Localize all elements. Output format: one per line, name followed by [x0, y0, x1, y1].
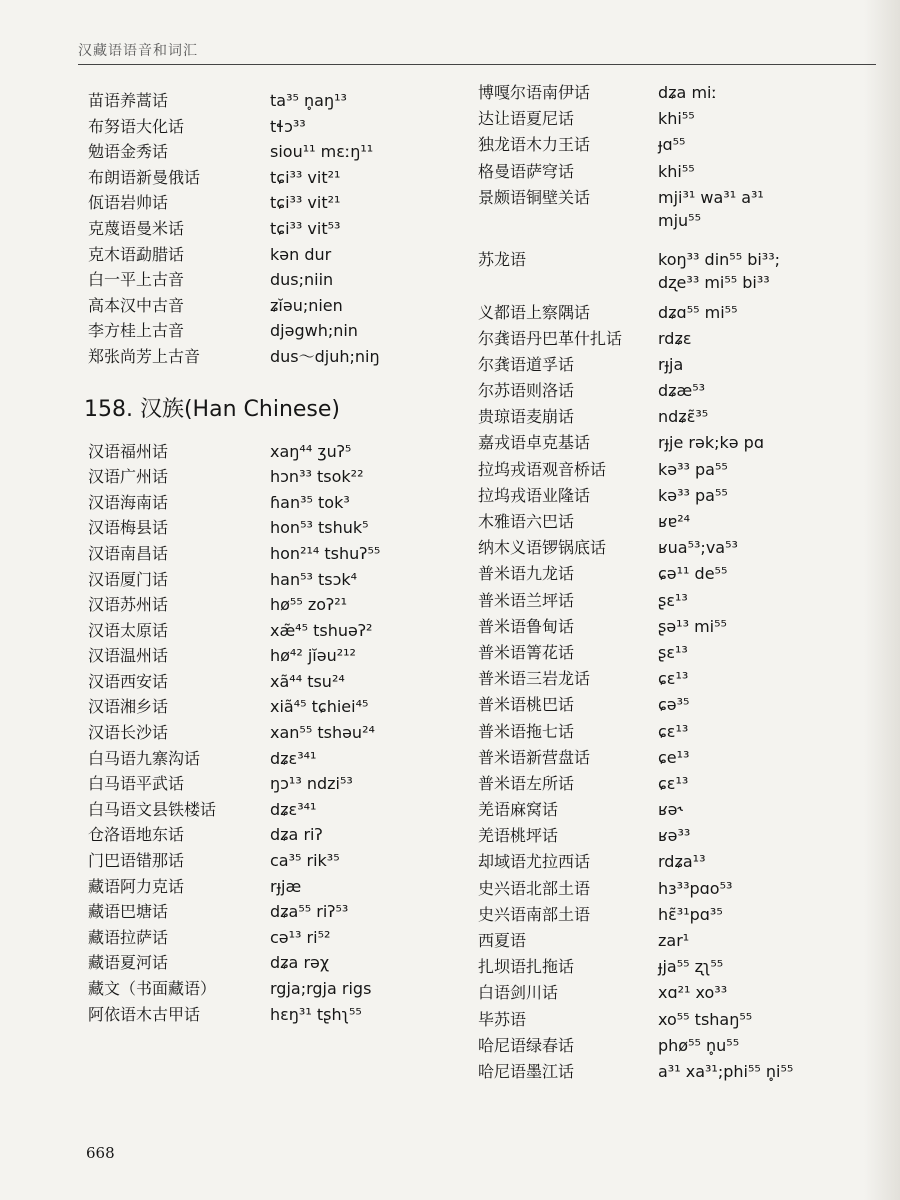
entry-ipa: rɟje rǝk;kǝ pɑ: [658, 433, 764, 453]
entry-row: [478, 106, 878, 132]
entry-name: 汉语海南话: [88, 492, 169, 512]
entry-name: 白语剑川话: [478, 983, 559, 1003]
entry-row: [88, 899, 468, 925]
entry-name: 藏语阿力克话: [88, 876, 185, 896]
entry-name: 勉语金秀话: [88, 142, 169, 162]
entry-row: [88, 293, 468, 319]
entry-name: 普米语拖七话: [478, 721, 575, 741]
entry-row: [478, 300, 878, 326]
entry-ipa: phø⁵⁵ n̥u⁵⁵: [658, 1035, 740, 1055]
entry-ipa: ɕǝ³⁵: [658, 695, 690, 715]
entry-name: 史兴语北部土语: [478, 878, 591, 898]
entry-ipa: ndʑɛ̃³⁵: [658, 407, 709, 427]
entry-ipa: rdʑɛ: [658, 328, 692, 348]
left-bottom-list: [88, 439, 468, 1028]
entry-row: [478, 378, 878, 404]
entry-name: 达让语夏尼话: [478, 109, 575, 129]
entry-ipa: rdʑa¹³: [658, 852, 706, 872]
entry-ipa: xɑ²¹ xo³³: [658, 983, 728, 1003]
entry-name: 格曼语萨穹话: [478, 161, 575, 181]
entry-row: [88, 139, 468, 165]
entry-name: 汉语厦门话: [88, 569, 169, 589]
entry-row: [88, 439, 468, 465]
entry-row: [478, 483, 878, 509]
entry-ipa: a³¹ xa³¹;phi⁵⁵ n̥i⁵⁵: [658, 1061, 794, 1081]
entry-ipa: ʁua⁵³;va⁵³: [658, 538, 738, 558]
entry-name: 贵琼语麦崩话: [478, 407, 575, 427]
entry-name: 普米语左所话: [478, 773, 575, 793]
entry-row: [88, 242, 468, 268]
entry-row: [88, 822, 468, 848]
entry-ipa: xan⁵⁵ tshǝu²⁴: [270, 723, 375, 743]
entry-row: [478, 509, 878, 535]
running-header: 汉藏语语音和词汇: [78, 43, 198, 59]
entry-ipa: khi⁵⁵: [658, 109, 695, 129]
entry-ipa: dus～djuh;niŋ: [270, 346, 380, 366]
entry-row: [88, 950, 468, 976]
entry-name: 门巴语错那话: [88, 851, 185, 871]
entry-row: [88, 720, 468, 746]
entry-name: 藏语巴塘话: [88, 902, 169, 922]
entry-ipa: kən dur: [270, 244, 332, 264]
entry-ipa: cǝ¹³ ri⁵²: [270, 927, 331, 947]
entry-name: 白马语平武话: [88, 774, 185, 794]
entry-ipa: ɟja⁵⁵ ʐʅ⁵⁵: [658, 957, 724, 977]
entry-row: [88, 165, 468, 191]
entry-ipa: hø⁴² jĭǝu²¹²: [270, 646, 356, 666]
entry-name: 布努语大化话: [88, 116, 185, 136]
entry-name: 仓洛语地东话: [88, 825, 185, 845]
entry-ipa: tɕi³³ vit²¹: [270, 167, 341, 187]
entry-ipa: ɕɛ¹³: [658, 669, 689, 689]
entry-ipa: ŋɔ¹³ ndzi⁵³: [270, 774, 353, 794]
entry-name: 白马语文县铁楼话: [88, 799, 217, 819]
entry-name: 汉语苏州话: [88, 595, 169, 615]
entry-ipa: hɜ³³pɑo⁵³: [658, 878, 733, 898]
entry-row: [478, 797, 878, 823]
entry-name: 普米语箐花话: [478, 642, 575, 662]
entry-name: 白马语九寨沟话: [88, 748, 201, 768]
entry-ipa: ʂɛ¹³: [658, 590, 688, 610]
entry-ipa: hɔn³³ tsok²²: [270, 467, 364, 487]
entry-row: [88, 114, 468, 140]
entry-row: [478, 849, 878, 875]
entry-ipa: dʑa miː: [658, 83, 717, 102]
entry-name: 扎坝语扎拖话: [478, 957, 575, 977]
entry-name: 苏龙语: [478, 250, 527, 270]
entry-row: [88, 694, 468, 720]
entry-ipa: dʑa riʔ: [270, 825, 323, 845]
header-rule: [78, 64, 876, 65]
entry-name: 独龙语木力王话: [478, 135, 591, 155]
entry-name: 普米语桃巴话: [478, 695, 575, 715]
entry-ipa: tɕi³³ vit²¹: [270, 193, 341, 213]
entry-ipa: ca³⁵ rik³⁵: [270, 851, 340, 871]
entry-name: 毕苏语: [478, 1009, 527, 1029]
entry-name: 博嘎尔语南伊话: [478, 83, 591, 102]
entry-row: [88, 515, 468, 541]
entry-name: 白一平上古音: [88, 270, 185, 290]
entry-ipa: ʁǝ³³: [658, 826, 691, 846]
entry-name: 汉语太原话: [88, 620, 169, 640]
entry-ipa: kǝ³³ pa⁵⁵: [658, 485, 728, 505]
right-list-a: [478, 80, 878, 211]
entry-row: [478, 185, 878, 211]
entry-row: [88, 797, 468, 823]
entry-name: 羌语桃坪话: [478, 826, 559, 846]
entry-name: 汉语西安话: [88, 671, 169, 691]
entry-row: [478, 719, 878, 745]
entry-row: [478, 247, 878, 273]
entry-row: [88, 771, 468, 797]
right-list-c: [478, 300, 878, 1086]
entry-row: [88, 190, 468, 216]
entry-row: [478, 430, 878, 456]
entry-name: 普米语新营盘话: [478, 747, 591, 767]
entry-ipa: dʑɛ³⁴¹: [270, 748, 317, 768]
entry-row: [88, 976, 468, 1002]
entry-ipa: dʑa rǝχ: [270, 953, 330, 973]
entry-name: 克木语勐腊话: [88, 244, 185, 264]
entry-row: [478, 823, 878, 849]
entry-name: 羌语麻窝话: [478, 800, 559, 820]
entry-continuation: [478, 273, 878, 299]
entry-row: [478, 159, 878, 185]
entry-name: 哈尼语绿春话: [478, 1035, 575, 1055]
entry-name: 普米语三岩龙话: [478, 669, 591, 689]
entry-ipa: koŋ³³ din⁵⁵ bi³³;: [658, 250, 781, 270]
entry-name: 西夏语: [478, 931, 527, 950]
entry-name: 阿依语木古甲话: [88, 1004, 201, 1024]
entry-ipa: hɛŋ³¹ tʂhʅ⁵⁵: [270, 1004, 362, 1024]
entry-name: 藏语拉萨话: [88, 927, 169, 947]
entry-name: 汉语广州话: [88, 467, 169, 487]
entry-name: 郑张尚芳上古音: [88, 346, 201, 366]
entry-row: [88, 746, 468, 772]
entry-name: 克蔑语曼米话: [88, 218, 185, 238]
entry-ipa: xaŋ⁴⁴ ʒuʔ⁵: [270, 441, 352, 461]
entry-ipa: dʐe³³ mi⁵⁵ bi³³: [658, 273, 770, 293]
entry-ipa: mju⁵⁵: [658, 210, 701, 230]
entry-name: 汉语梅县话: [88, 518, 169, 538]
entry-ipa: xiã⁴⁵ tɕhiei⁴⁵: [270, 697, 369, 717]
entry-row: [88, 874, 468, 900]
entry-ipa: mji³¹ wa³¹ a³¹: [658, 187, 764, 207]
entry-ipa: hon⁵³ tshuk⁵: [270, 518, 369, 538]
entry-row: [478, 954, 878, 980]
entry-row: [478, 902, 878, 928]
entry-row: [478, 535, 878, 561]
entry-ipa: rgja;rgja rigs: [270, 979, 372, 998]
entry-ipa: hɛ̃³¹pɑ³⁵: [658, 904, 723, 924]
entry-ipa: xã⁴⁴ tsu²⁴: [270, 671, 345, 691]
entry-ipa: rɟjæ: [270, 876, 302, 896]
entry-row: [88, 1002, 468, 1028]
entry-row: [478, 326, 878, 352]
entry-name: 汉语福州话: [88, 441, 169, 461]
entry-name: 普米语兰坪话: [478, 590, 575, 610]
entry-ipa: ɦan³⁵ tok³: [270, 492, 350, 512]
entry-row: [478, 692, 878, 718]
entry-ipa: ʂɛ¹³: [658, 642, 688, 662]
entry-name: 汉语温州话: [88, 646, 169, 666]
entry-row: [88, 643, 468, 669]
entry-row: [88, 567, 468, 593]
entry-name: 苗语养蒿话: [88, 91, 169, 110]
entry-ipa: dʑa⁵⁵ riʔ⁵³: [270, 902, 349, 922]
entry-row: [478, 80, 878, 106]
entry-name: 高本汉中古音: [88, 295, 185, 315]
entry-row: [88, 848, 468, 874]
entry-name: 嘉戎语卓克基话: [478, 433, 591, 453]
entry-name: 拉坞戎语业隆话: [478, 485, 591, 505]
entry-name: 汉语长沙话: [88, 723, 169, 743]
entry-row: [478, 457, 878, 483]
entry-ipa: ʁǝ˞: [658, 800, 683, 820]
entry-ipa: han⁵³ tsɔk⁴: [270, 569, 358, 589]
entry-ipa: xæ̃⁴⁵ tshuǝʔ²: [270, 620, 373, 640]
entry-row: [88, 88, 468, 114]
section-title: 158. 汉族(Han Chinese): [84, 396, 340, 422]
entry-name: 尔苏语则洛话: [478, 381, 575, 401]
entry-row: [478, 1033, 878, 1059]
entry-name: 史兴语南部土语: [478, 904, 591, 924]
entry-name: 藏文（书面藏语）: [88, 979, 217, 998]
entry-ipa: rɟja: [658, 354, 684, 374]
entry-name: 尔龚语道孚话: [478, 354, 575, 374]
entry-row: [88, 618, 468, 644]
entry-name: 普米语鲁甸话: [478, 616, 575, 636]
entry-name: 尔龚语丹巴革什扎话: [478, 328, 623, 348]
entry-name: 拉坞戎语观音桥话: [478, 459, 607, 479]
entry-name: 布朗语新曼俄话: [88, 167, 201, 187]
entry-row: [478, 1059, 878, 1085]
entry-row: [478, 352, 878, 378]
entry-ipa: ta³⁵ n̥aŋ¹³: [270, 91, 347, 110]
entry-row: [478, 666, 878, 692]
entry-name: 哈尼语墨江话: [478, 1061, 575, 1081]
entry-ipa: khi⁵⁵: [658, 161, 695, 181]
entry-row: [88, 344, 468, 370]
entry-name: 木雅语六巴话: [478, 512, 575, 531]
entry-row: [88, 267, 468, 293]
entry-row: [88, 669, 468, 695]
entry-ipa: dʑɛ³⁴¹: [270, 799, 317, 819]
entry-row: [478, 640, 878, 666]
entry-row: [478, 404, 878, 430]
entry-ipa: ɕǝ¹¹ de⁵⁵: [658, 564, 728, 584]
entry-row: [478, 588, 878, 614]
entry-ipa: ɕɛ¹³: [658, 721, 689, 741]
entry-name: 李方桂上古音: [88, 321, 185, 341]
entry-row: [478, 132, 878, 158]
entry-continuation: [478, 211, 878, 237]
entry-row: [478, 771, 878, 797]
entry-row: [478, 928, 878, 954]
page-number: 668: [86, 1144, 115, 1162]
left-top-list: [88, 88, 468, 370]
entry-row: [88, 490, 468, 516]
entry-ipa: ɟɑ⁵⁵: [658, 135, 686, 155]
entry-row: [478, 980, 878, 1006]
entry-name: 纳木义语锣锅底话: [478, 538, 607, 558]
entry-row: [478, 1007, 878, 1033]
entry-ipa: dʑæ⁵³: [658, 381, 706, 401]
entry-name: 义都语上察隅话: [478, 302, 591, 322]
entry-ipa: hon²¹⁴ tshuʔ⁵⁵: [270, 543, 381, 563]
entry-ipa: tɕi³³ vit⁵³: [270, 218, 341, 238]
entry-row: [88, 592, 468, 618]
entry-ipa: tɬɔ³³: [270, 116, 306, 136]
entry-ipa: hø⁵⁵ zoʔ²¹: [270, 595, 348, 615]
entry-row: [88, 216, 468, 242]
entry-name: 藏语夏河话: [88, 953, 169, 973]
entry-row: [478, 876, 878, 902]
entry-ipa: xo⁵⁵ tshaŋ⁵⁵: [658, 1009, 753, 1029]
entry-name: 普米语九龙话: [478, 564, 575, 584]
entry-name: 佤语岩帅话: [88, 193, 169, 213]
entry-row: [88, 541, 468, 567]
entry-row: [88, 464, 468, 490]
entry-row: [478, 745, 878, 771]
entry-ipa: kǝ³³ pa⁵⁵: [658, 459, 728, 479]
right-column: [478, 80, 878, 1085]
entry-ipa: siou¹¹ mɛːŋ¹¹: [270, 142, 374, 162]
entry-ipa: ʑĭǝu;nien: [270, 295, 343, 315]
entry-row: [478, 561, 878, 587]
entry-name: 景颇语铜壁关话: [478, 187, 591, 207]
entry-ipa: ʁɐ²⁴: [658, 512, 691, 531]
left-column: [84, 88, 468, 1027]
entry-ipa: zar¹: [658, 931, 690, 950]
entry-row: [88, 318, 468, 344]
entry-name: 汉语南昌话: [88, 543, 169, 563]
entry-name: 却域语尤拉西话: [478, 852, 591, 872]
entry-row: [88, 925, 468, 951]
entry-ipa: djǝgwh;nin: [270, 321, 358, 341]
entry-ipa: ʂǝ¹³ mi⁵⁵: [658, 616, 727, 636]
entry-ipa: ɕe¹³: [658, 747, 690, 767]
entry-name: 汉语湘乡话: [88, 697, 169, 717]
entry-ipa: dʑɑ⁵⁵ mi⁵⁵: [658, 302, 738, 322]
entry-row: [478, 614, 878, 640]
entry-ipa: ɕɛ¹³: [658, 773, 689, 793]
entry-ipa: dus;niin: [270, 270, 334, 290]
